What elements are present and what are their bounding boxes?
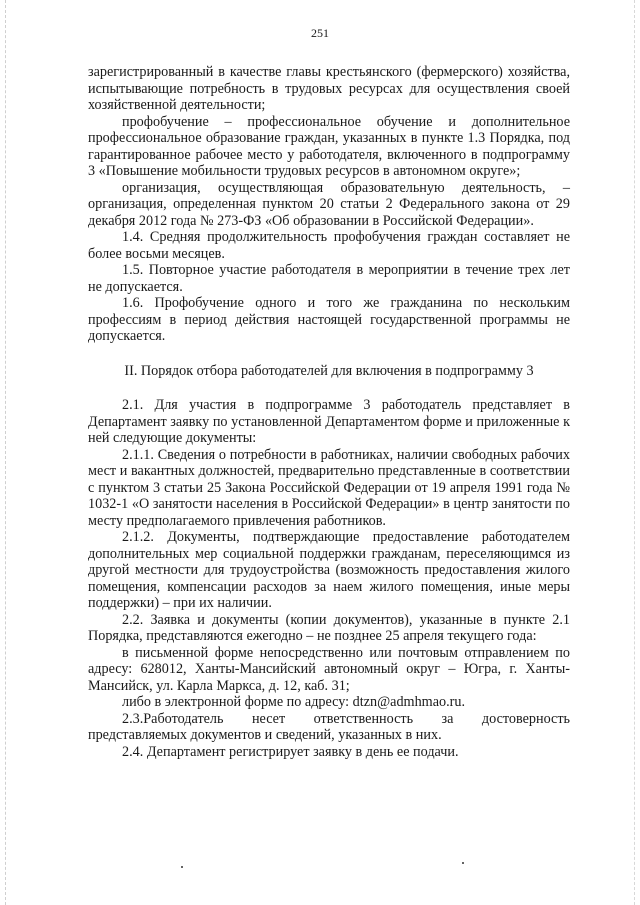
paragraph-2-4: 2.4. Департамент регистрирует заявку в день ее подачи.: [122, 743, 459, 760]
paragraph-2-1: 2.1. Для участия в подпрограмме 3 работодатель представляет в Департамент заявку по установленной Департаментом форме и приложенные к ней следующие документы:: [88, 397, 570, 446]
paragraph-2-3: 2.3.Работодатель несет ответственность за достоверность представляемых документов и сведений, указанных в них.: [88, 710, 570, 743]
paragraph-1-4: 1.4. Средняя продолжительность профобучения граждан составляет не более восьми месяцев.: [88, 229, 570, 262]
paragraph-farmer: зарегистрированный в качестве главы крестьянского (фермерского) хозяйства, испытывающие потребность в трудовых ресурсах для осуществления своей хозяйственной деятельности;: [88, 64, 570, 113]
paragraph-1-6: 1.6. Профобучение одного и того же гражданина по нескольким профессиям в период действия настоящей государственной программы не допускается.: [88, 295, 570, 344]
paragraph-1-5: 1.5. Повторное участие работодателя в мероприятии в течение трех лет не допускается.: [88, 262, 570, 295]
scan-speck: [181, 866, 183, 868]
scan-edge-right: [634, 0, 636, 905]
document-body: [88, 64, 570, 760]
paragraph-email: либо в электронной форме по адресу: dtzn@admhmao.ru.: [122, 694, 466, 710]
scan-edge-left: [5, 0, 7, 905]
paragraph-postal-address: в письменной форме непосредственно или почтовым отправлением по адресу: 628012, Ханты-Мансийский автономный округ – Югра, г. Ханты-Мансийск, ул. Карла Маркса, д. 12, каб. 31;: [88, 644, 570, 694]
paragraph-2-1-1: 2.1.1. Сведения о потребности в работниках, наличии свободных рабочих мест и вакантных должностей, предварительно представленные в соответствии с пунктом 3 статьи 25 Закона Российской Федерации от 19 апреля 1991 года № 1032-1 «О занятости населения в Российской Федерации» в центр занятости по месту предполагаемого привлечения работников.: [88, 446, 570, 529]
paragraph-2-1-2: 2.1.2. Документы, подтверждающие предоставление работодателем дополнительных мер социальной поддержки гражданам, переселяющимся из другой местности для трудоустройства (возможность предоставления жилого помещения, компенсации расходов за наем жилого помещения, иные меры поддержки) – при их наличии.: [88, 529, 570, 611]
paragraph-definition-training: профобучение – профессиональное обучение и дополнительное профессиональное образование граждан, указанных в пункте 1.3 Порядка, под гарантированное рабочее место у работодателя, включенного в подпрограмму 3 «Повышение мобильности трудовых ресурсов в автономном округе»;: [88, 113, 570, 179]
paragraph-definition-organization: организация, осуществляющая образовательную деятельность, – организация, определенная пунктом 20 статьи 2 Федерального закона от 29 декабря 2012 года № 273-ФЗ «Об образовании в Российской Федерации».: [88, 179, 570, 229]
scan-speck: [462, 862, 464, 864]
section-heading: II. Порядок отбора работодателей для включения в подпрограмму 3: [124, 362, 534, 379]
paragraph-2-2: 2.2. Заявка и документы (копии документов), указанные в пункте 2.1 Порядка, представляются ежегодно – не позднее 25 апреля текущего года:: [88, 611, 570, 644]
page-number: 251: [311, 26, 329, 40]
